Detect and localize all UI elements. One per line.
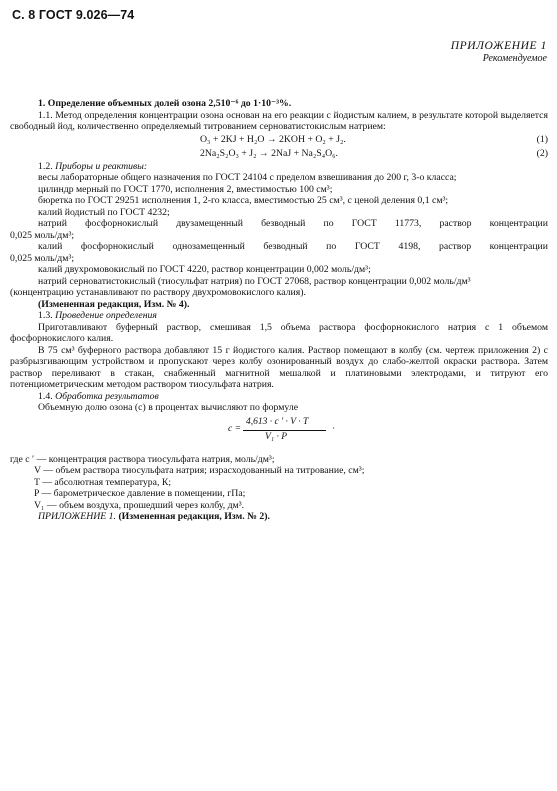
- section-1-3-heading: [10, 310, 548, 322]
- list-item-5-line-2: 0,025 моль/дм³;: [10, 229, 75, 241]
- section-1-4-title: Обработка результатов: [55, 390, 159, 402]
- section-1-4-label: 1.4.: [38, 390, 53, 402]
- list-item-8-line-1: натрий серноватистокислый (тиосульфат натрия) по ГОСТ 27068, раствор концентрации 0,002 моль/дм³: [38, 275, 471, 287]
- section-1-3-label: 1.3.: [38, 310, 53, 321]
- fraction-bar: [243, 430, 326, 431]
- equation-1: [10, 133, 548, 147]
- formula-end: ·: [332, 423, 336, 434]
- list-item: калий йодистый по ГОСТ 4232;: [38, 206, 170, 218]
- definition-item: V₁ — объем воздуха, прошедший через колбу, дм³.: [34, 499, 245, 511]
- paragraph-procedure: В 75 см³ буферного раствора добавляют 15 г йодистого калия. Раствор помещают в колбу (см. чертеж приложения 2) с разбрызгивающим устройством и пропускают через колбу озонированный воздух до слабо-желтой окраски раствора. Затем раствор переливают в стакан, снабженный магнитной мешалкой и платиновыми электродами, и титруют его потенциометрическим методом раствором тиосульфата натрия.: [10, 344, 548, 390]
- equation-2: [10, 147, 548, 161]
- list-item-5-line-1: натрий фосфорнокислый двузамещенный безводный по ГОСТ 11773, раствор концентрации: [38, 218, 548, 229]
- appendix-subtitle: Рекомендуемое: [482, 53, 547, 64]
- appendix-note-label: ПРИЛОЖЕНИЕ 1.: [38, 511, 116, 522]
- formula-lhs: c =: [228, 423, 242, 434]
- definition-item: T — абсолютная температура, К;: [34, 476, 172, 488]
- ozone-formula: [10, 416, 548, 450]
- section-1-2-heading: [10, 161, 548, 173]
- list-item: цилиндр мерный по ГОСТ 1770, исполнения 2, вместимостью 100 см³;: [38, 183, 333, 195]
- appendix-edition-note: [10, 511, 548, 523]
- list-item: весы лабораторные общего назначения по ГОСТ 24104 с пределом взвешивания до 200 г, 3-о класса;: [38, 172, 457, 183]
- edition-note-4: (Измененная редакция, Изм. № 4).: [38, 298, 190, 310]
- appendix-note-text: (Измененная редакция, Изм. № 2).: [118, 511, 270, 522]
- appendix-title: ПРИЛОЖЕНИЕ 1: [450, 40, 547, 52]
- paragraph-1-1: 1.1. Метод определения концентрации озона основан на его реакции с йодистым калием, в результате которой выделяется свободный йод, количественно определяемый титрованием серноватистокислым натрием:: [10, 109, 548, 132]
- definition-item: P — барометрическое давление в помещении, гПа;: [34, 488, 246, 499]
- formula-numerator: 4,613 · c ′ · V · T: [246, 416, 309, 427]
- section-1-4-heading: [10, 391, 548, 403]
- equation-2-formula: 2Na₂S₂O₃ + J₂ → 2NaJ + Na₂S₄O₆.: [200, 147, 338, 159]
- list-item-7: калий двухромовокислый по ГОСТ 4220, раствор концентрации 0,002 моль/дм³;: [38, 264, 371, 275]
- page-header: С. 8 ГОСТ 9.026—74: [12, 8, 135, 22]
- paragraph-buffer: Приготавливают буферный раствор, смешивая 1,5 объема раствора фосфорнокислого натрия с 1 объемом фосфорнокислого калия.: [10, 321, 548, 344]
- equation-2-number: (2): [536, 147, 548, 159]
- section-1-2-label: 1.2.: [38, 160, 53, 172]
- list-item: бюретка по ГОСТ 29251 исполнения 1, 2-го класса, вместимостью 25 см³, с ценой деления 0,1 см³;: [38, 195, 449, 206]
- definition-item: где c ′ — концентрация раствора тиосульфата натрия, моль/дм³;: [10, 453, 275, 465]
- paragraph-formula-intro: Объемную долю озона (с) в процентах вычисляют по формуле: [38, 402, 299, 413]
- equation-1-number: (1): [536, 133, 548, 145]
- section-1-3-title: Проведение определения: [55, 310, 157, 321]
- formula-denominator: V₁ · P: [265, 431, 288, 442]
- document-body: [10, 98, 548, 523]
- appendix-heading: [451, 40, 547, 64]
- section-1-title: 1. Определение объемных долей озона 2,510⁻⁶ до 1·10⁻³%.: [38, 98, 292, 109]
- list-item-8-line-2: (концентрацию устанавливают по раствору двухромовокислого калия).: [10, 287, 306, 298]
- list-item-6-line-2: 0,025 моль/дм³;: [10, 252, 75, 264]
- list-item-6-line-1: калий фосфорнокислый однозамещенный безводный по ГОСТ 4198, раствор концентрации: [38, 241, 548, 252]
- section-1-2-title: Приборы и реактивы:: [55, 160, 148, 172]
- equation-1-formula: O₃ + 2KJ + H₂O → 2KOH + O₂ + J₂.: [200, 133, 346, 145]
- definition-item: V — объем раствора тиосульфата натрия; израсходованный на титрование, см³;: [34, 465, 365, 476]
